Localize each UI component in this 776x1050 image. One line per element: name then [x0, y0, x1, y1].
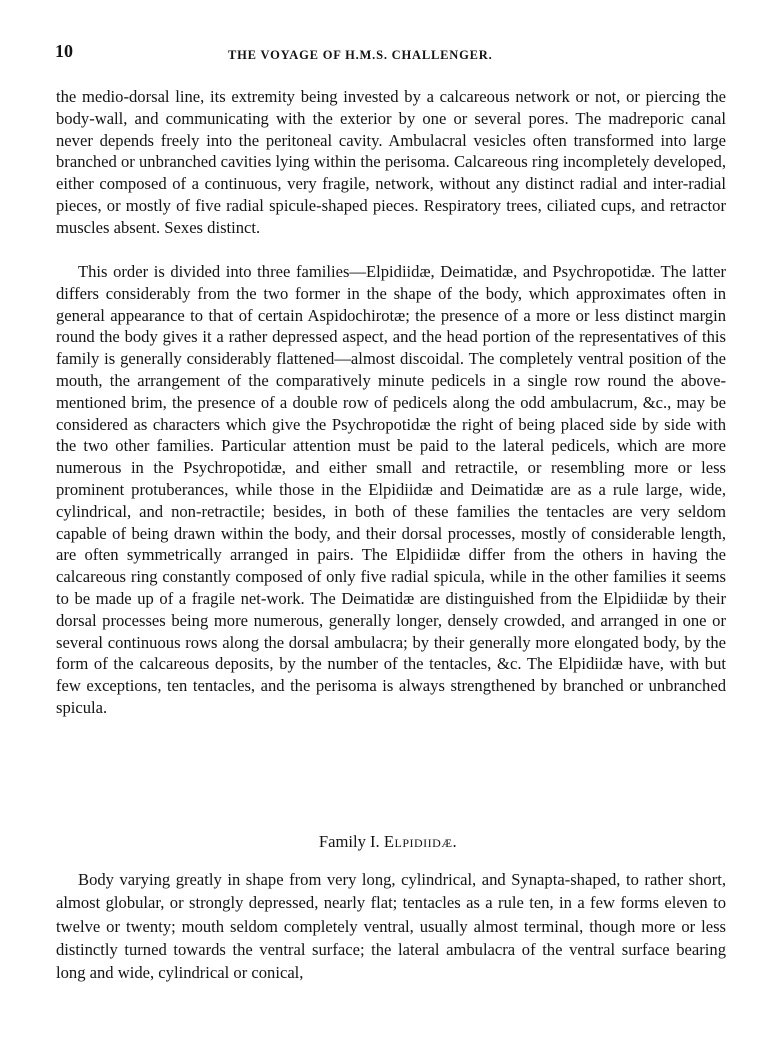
order-paragraph: This order is divided into three families—Elpidiidæ, Deimatidæ, and Psychropotidæ. The latter differs considerably from the two former in the shape of the body, which approximates often in general appearance to that of certain Aspidochirotæ; the presence of a more or less distinct margin round the body gives it a rather depressed aspect, and the head portion of the representatives of this family is generally considerably flattened—almost discoidal. The completely ventral position of the mouth, the arrangement of the comparatively minute pedicels in a single row round the above-mentioned brim, the presence of a double row of pedicels along the odd ambulacrum, &c., may be considered as characters which give the Psychropotidæ the right of being placed side by side with the two other families. Particular attention must be paid to the lateral pedicels, which are more numerous in the Psychropotidæ, and either small and retractile, or resembling more or less prominent protuberances, while those in the Elpidiidæ and Deimatidæ are as a rule large, wide, cylindrical, and non-retractile; besides, in both of these families the tentacles are very seldom capable of being drawn within the body, and their dorsal processes, mostly of considerable length, are often symmetrically arranged in pairs. The Elpidiidæ differ from the others in having the calcareous ring constantly composed of only five radial spicula, while in the other families it seems to be made up of a fragile net-work. The Deimatidæ are distinguished from the Elpidiidæ by their dorsal processes being more numerous, generally longer, densely crowded, and arranged in one or several continuous rows along the dorsal ambulacra; by their generally more elongated body, by the form of the calcareous deposits, by the number of the tentacles, &c. The Elpidiidæ have, with but few exceptions, ten tentacles, and the perisoma is always strengthened by branched or unbranched spicula. [56, 262, 726, 717]
page-number: 10 [55, 41, 73, 61]
family-heading [0, 832, 776, 852]
intro-paragraph: the medio-dorsal line, its extremity being invested by a calcareous network or not, or piercing the body-wall, and communicating with the exterior by one or several pores. The madreporic canal never depends freely into the peritoneal cavity. Ambulacral vesicles often transformed into large branched or unbranched cavities lying within the perisoma. Calcareous ring incompletely developed, either composed of a continuous, very fragile, network, without any distinct radial and inter-radial pieces, or mostly of five radial spicule-shaped pieces. Respiratory trees, ciliated cups, and retractor muscles absent. Sexes distinct. [56, 87, 726, 237]
family-heading-name: Elpidiidæ. [383, 832, 458, 851]
family-heading-prefix: Family I. [318, 832, 380, 851]
family-description-paragraph: Body varying greatly in shape from very long, cylindrical, and Synapta-shaped, to rather short, almost globular, or strongly depressed, nearly flat; tentacles as a rule ten, in a few forms eleven to twelve or twenty; mouth seldom completely ventral, usually almost terminal, though more or less distinctly turned towards the ventral surface; the lateral ambulacra of the ventral surface bearing long and wide, cylindrical or conical, [56, 870, 726, 983]
running-title: THE VOYAGE OF H.M.S. CHALLENGER. [228, 48, 493, 62]
